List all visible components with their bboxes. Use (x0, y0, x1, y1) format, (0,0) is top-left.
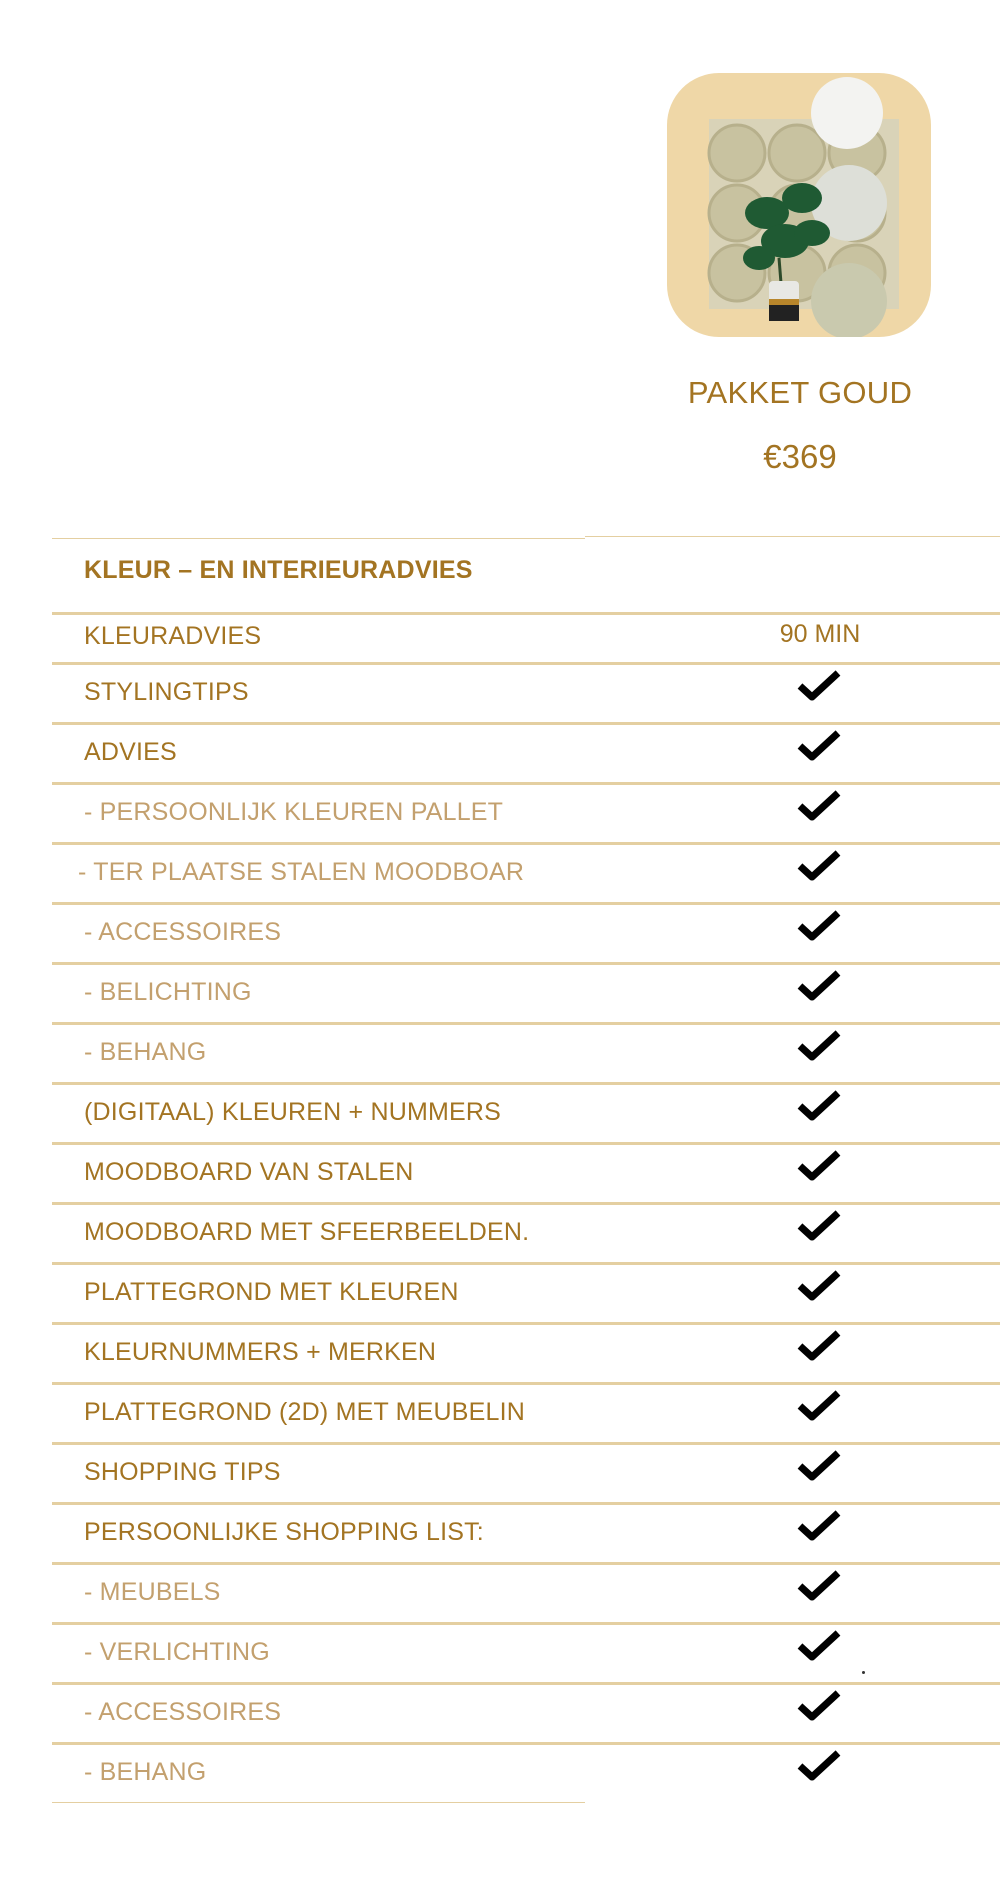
row-divider (52, 1442, 585, 1445)
row-label: - VERLICHTING (84, 1638, 270, 1666)
row-divider (585, 1622, 1000, 1625)
row-divider (52, 538, 585, 539)
package-title: PAKKET GOUD (687, 375, 913, 410)
row-label: - BELICHTING (84, 978, 252, 1006)
row-divider (585, 1562, 1000, 1565)
check-icon (797, 1510, 841, 1542)
row-divider (585, 1202, 1000, 1205)
check-icon (797, 1030, 841, 1062)
row-divider (52, 962, 585, 965)
check-icon (797, 1630, 841, 1662)
check-icon (797, 790, 841, 822)
row-divider (52, 1742, 585, 1745)
row-label: - BEHANG (84, 1038, 207, 1066)
check-icon (797, 1210, 841, 1242)
row-label: KLEURNUMMERS + MERKEN (84, 1338, 437, 1366)
check-icon (797, 1270, 841, 1302)
check-icon (797, 1330, 841, 1362)
row-divider (585, 722, 1000, 725)
check-icon (797, 730, 841, 762)
row-divider (52, 1082, 585, 1085)
row-divider (52, 782, 585, 785)
row-divider (52, 1202, 585, 1205)
row-divider (585, 842, 1000, 845)
row-label: KLEURADVIES (84, 622, 262, 650)
package-image (667, 73, 931, 337)
check-icon (797, 1750, 841, 1782)
row-value: 90 MIN (779, 620, 861, 648)
row-divider (585, 1742, 1000, 1745)
row-divider (52, 1562, 585, 1565)
check-icon (797, 850, 841, 882)
row-label: - PERSOONLIJK KLEUREN PALLET (84, 798, 504, 826)
row-divider (585, 1262, 1000, 1265)
row-divider (585, 536, 1000, 537)
row-divider (52, 722, 585, 725)
row-divider (585, 662, 1000, 665)
check-icon (797, 910, 841, 942)
row-divider (52, 1142, 585, 1145)
row-label: - TER PLAATSE STALEN MOODBOAR (78, 858, 525, 886)
row-label: - ACCESSOIRES (84, 918, 282, 946)
check-icon (797, 1150, 841, 1182)
row-label: MOODBOARD MET SFEERBEELDEN. (84, 1218, 530, 1246)
row-divider (52, 902, 585, 905)
row-divider (52, 612, 585, 615)
row-divider (585, 1502, 1000, 1505)
row-divider (585, 902, 1000, 905)
check-icon (797, 1570, 841, 1602)
row-divider (585, 1682, 1000, 1685)
row-divider (52, 1622, 585, 1625)
row-divider (585, 1382, 1000, 1385)
check-icon (797, 1690, 841, 1722)
row-divider (52, 1502, 585, 1505)
section-title: KLEUR – EN INTERIEURADVIES (84, 556, 473, 584)
paint-swatches-with-plant-image (667, 73, 931, 337)
row-label: PLATTEGROND (2D) MET MEUBELIN (84, 1398, 526, 1426)
stray-dot (862, 1671, 865, 1674)
row-label: (DIGITAAL) KLEUREN + NUMMERS (84, 1098, 502, 1126)
row-divider (52, 1322, 585, 1325)
row-label: - MEUBELS (84, 1578, 221, 1606)
row-divider (585, 612, 1000, 615)
package-price: €369 (763, 438, 837, 475)
check-icon (797, 670, 841, 702)
row-label: PLATTEGROND MET KLEUREN (84, 1278, 459, 1306)
row-divider (52, 842, 585, 845)
row-label: SHOPPING TIPS (84, 1458, 281, 1486)
row-divider (52, 1262, 585, 1265)
row-divider (52, 1382, 585, 1385)
check-icon (797, 1090, 841, 1122)
row-label: MOODBOARD VAN STALEN (84, 1158, 414, 1186)
row-divider (585, 782, 1000, 785)
row-divider (52, 1022, 585, 1025)
row-divider (52, 662, 585, 665)
row-label: - ACCESSOIRES (84, 1698, 282, 1726)
row-divider (52, 1682, 585, 1685)
row-label: ADVIES (84, 738, 177, 766)
check-icon (797, 1390, 841, 1422)
row-label: PERSOONLIJKE SHOPPING LIST: (84, 1518, 484, 1546)
check-icon (797, 1450, 841, 1482)
row-divider (585, 1082, 1000, 1085)
row-label: STYLINGTIPS (84, 678, 249, 706)
row-divider (585, 1022, 1000, 1025)
row-label: - BEHANG (84, 1758, 207, 1786)
row-divider (585, 962, 1000, 965)
row-divider (585, 1142, 1000, 1145)
row-divider (52, 1802, 585, 1803)
row-divider (585, 1442, 1000, 1445)
check-icon (797, 970, 841, 1002)
row-divider (585, 1322, 1000, 1325)
